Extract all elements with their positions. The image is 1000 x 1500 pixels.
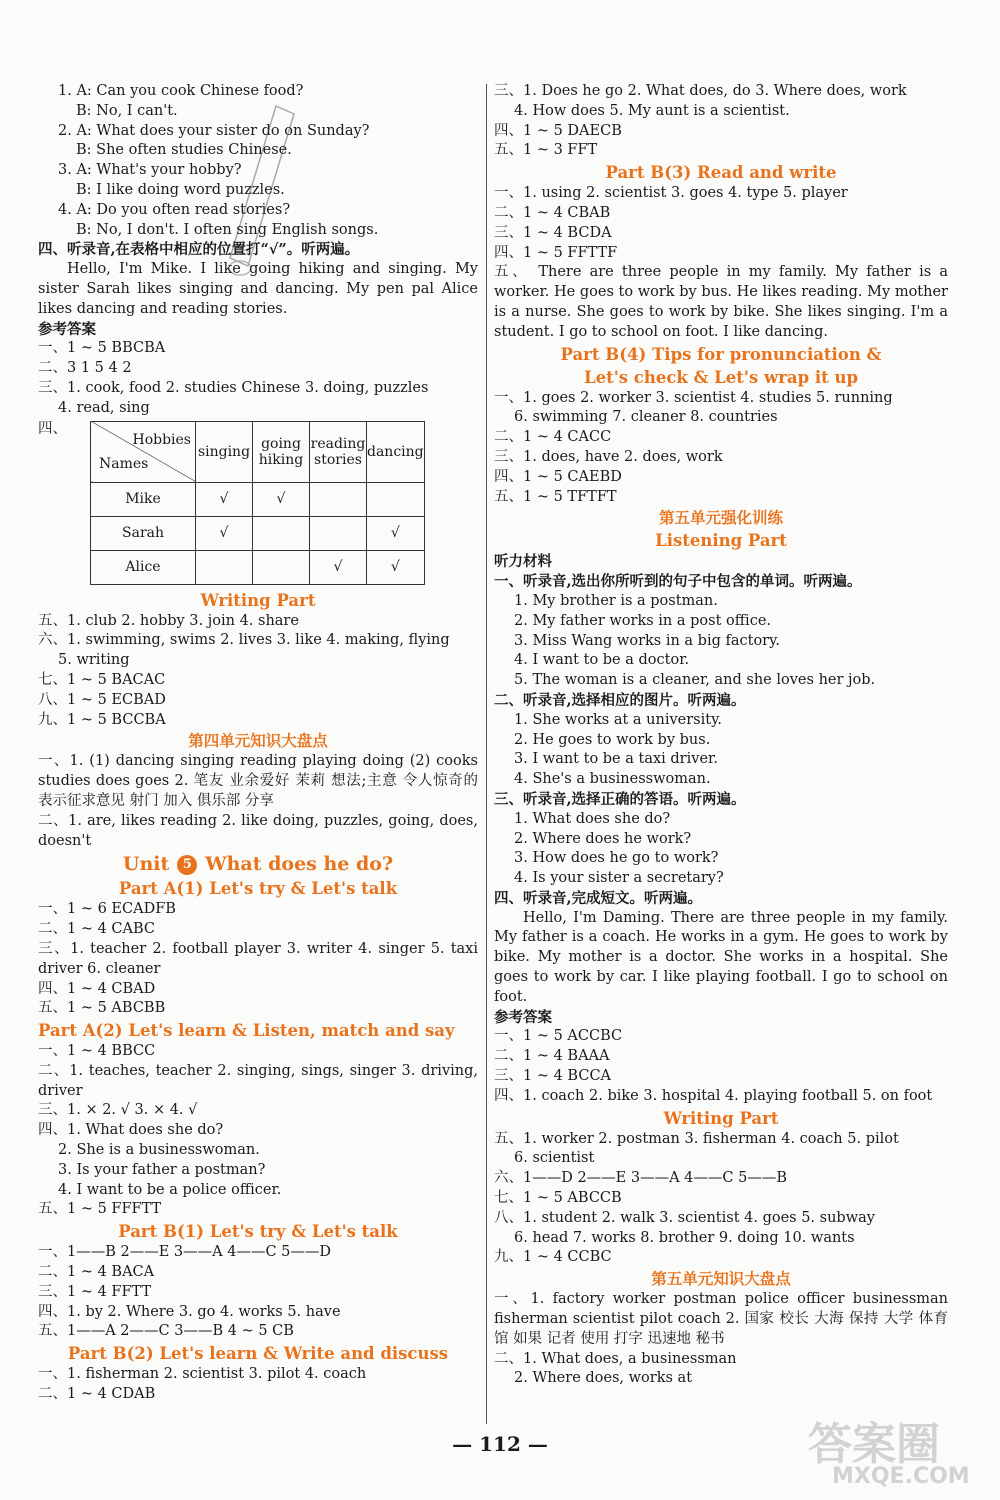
column-header: singing <box>196 421 253 482</box>
answer-line: 1. She works at a university. <box>514 711 722 728</box>
answer-line: 2. A: What does your sister do on Sunday? <box>58 122 370 139</box>
answer-line: 一、1. goes 2. worker 3. scientist 4. studies 5. running <box>494 389 893 406</box>
answer-line: 3. Miss Wang works in a big factory. <box>514 632 780 649</box>
column-divider <box>486 84 487 1424</box>
check-cell <box>196 550 253 584</box>
answer-line: 六、1. swimming, swims 2. lives 3. like 4. making, flying <box>38 632 450 649</box>
answer-line: 四、1 ~ 4 CBAD <box>38 980 156 997</box>
answer-line: B: She often studies Chinese. <box>76 142 292 159</box>
answer-line: 七、1 ~ 5 BACAC <box>38 671 166 688</box>
right-column <box>494 82 948 1389</box>
answer-line: 八、1. student 2. walk 3. scientist 4. goes 5. subway <box>494 1209 875 1226</box>
answer-line: 4. Is your sister a secretary? <box>514 870 724 887</box>
answer-line: 五、1 ~ 5 ABCBB <box>38 1000 166 1017</box>
column-header: dancing <box>367 421 425 482</box>
instruction-line: 一、听录音,选出你所听到的句子中包含的单词。听两遍。 <box>494 573 862 591</box>
answer-line: 一、1. (1) dancing singing reading playing doing (2) cooks studies does goes 2. 笔友 业余爱好 茉莉 想法;主意 令人惊奇的 表示征求意见 射门 加入 俱乐部 分享 <box>38 753 478 809</box>
corner-hobbies-label: Hobbies <box>132 431 191 448</box>
answer-line: 八、1 ~ 5 ECBAD <box>38 691 166 708</box>
section-heading: Writing Part <box>663 1108 779 1128</box>
section-heading: Listening Part <box>655 531 787 551</box>
column-header: going hiking <box>253 421 310 482</box>
site-watermark <box>798 1408 988 1494</box>
question-number: 四、 <box>38 420 67 437</box>
table-corner-cell <box>91 421 196 482</box>
answer-line: 6. scientist <box>514 1150 595 1167</box>
answer-line: 6. swimming 7. cleaner 8. countries <box>514 409 778 426</box>
answer-line: 6. head 7. works 8. brother 9. doing 10. wants <box>514 1229 855 1246</box>
check-cell <box>253 516 310 550</box>
instruction-line: 三、听录音,选择正确的答语。听两遍。 <box>494 790 746 808</box>
answer-line: 五、1 ~ 5 FFFTT <box>38 1201 162 1218</box>
answer-line: 3. Is your father a postman? <box>58 1161 266 1178</box>
answer-line: 一、1. factory worker postman police officer businessman fisherman scientist pilot coach 2. 国家 校长 大海 保持 大学 体育馆 如果 记者 使用 打字 迅速地 秘书 <box>494 1291 948 1347</box>
answer-line: 三、1 ~ 4 BCCA <box>494 1068 612 1085</box>
answer-line: 四、1 ~ 5 FFTTF <box>494 244 618 261</box>
answer-line: 二、1. What does, a businessman <box>494 1350 737 1367</box>
corner-names-label: Names <box>99 455 149 472</box>
answer-line: 二、1 ~ 4 CDAB <box>38 1386 156 1403</box>
check-cell <box>253 550 310 584</box>
answer-line: 二、1 ~ 4 CABC <box>38 921 156 938</box>
answer-line: 2. My father works in a post office. <box>514 612 772 629</box>
unit-heading <box>38 851 478 877</box>
instruction-line: 参考答案 <box>494 1008 552 1026</box>
unit-number-badge: 5 <box>177 855 197 875</box>
answer-line: 5. writing <box>58 652 130 669</box>
hobby-table-block <box>38 419 478 589</box>
answer-line: 二、1. are, likes reading 2. like doing, puzzles, going, does, doesn't <box>38 812 478 849</box>
table-row <box>91 516 425 550</box>
answer-line: 4. She's a businesswoman. <box>514 771 711 788</box>
section-heading: Part B(3) Read and write <box>605 163 837 183</box>
watermark-logo-text: 答案圈 <box>808 1419 940 1470</box>
answer-line: 2. He goes to work by bus. <box>514 731 711 748</box>
answer-line: 一、1. fisherman 2. scientist 3. pilot 4. coach <box>38 1366 367 1383</box>
answer-line: 二、3 1 5 4 2 <box>38 360 132 377</box>
answer-line: 一、1 ~ 6 ECADFB <box>38 901 176 918</box>
answer-line: 三、1 ~ 4 FFTT <box>38 1283 152 1300</box>
row-name-cell: Mike <box>91 482 196 516</box>
answer-line: 二、1 ~ 4 CACC <box>494 429 612 446</box>
table-row <box>91 550 425 584</box>
instruction-line: 二、听录音,选择相应的图片。听两遍。 <box>494 691 746 709</box>
answer-line: 六、1——D 2——E 3——A 4——C 5——B <box>494 1170 787 1187</box>
table-row <box>91 482 425 516</box>
check-cell: √ <box>367 516 425 550</box>
section-heading-cn: 第四单元知识大盘点 <box>188 732 328 751</box>
section-heading: Part B(4) Tips for pronunciation & <box>560 344 882 364</box>
answer-line: 4. A: Do you often read stories? <box>58 201 291 218</box>
column-header: reading stories <box>310 421 367 482</box>
answer-line: 3. A: What's your hobby? <box>58 162 242 179</box>
answer-line: 九、1 ~ 4 CCBC <box>494 1249 612 1266</box>
section-heading: Let's check & Let's wrap it up <box>583 367 859 387</box>
answer-line: 五、 There are three people in my family. My father is a worker. He goes to work by bus. He likes reading. My mother is a nurse. She goes to work by bike. She likes singing. I'm a student. I go to school on foot. I like dancing. <box>494 264 948 340</box>
answer-line: 二、1 ~ 4 BACA <box>38 1264 155 1281</box>
answer-line: 二、1. teaches, teacher 2. singing, sings, singer 3. driving, driver <box>38 1062 478 1099</box>
answer-line: 一、1 ~ 5 BBCBA <box>38 340 166 357</box>
instruction-line: 四、听录音,在表格中相应的位置打“√”。听两遍。 <box>38 241 360 259</box>
answer-line: 三、1. Does he go 2. What does, do 3. Where does, work <box>494 83 907 99</box>
section-heading-cn: 第五单元知识大盘点 <box>651 1270 791 1289</box>
answer-line: 九、1 ~ 5 BCCBA <box>38 711 166 728</box>
answer-line: 一、1. using 2. scientist 3. goes 4. type 5. player <box>494 185 848 202</box>
pen-stamp-mark <box>218 96 298 286</box>
check-cell <box>367 482 425 516</box>
instruction-line: 听力材料 <box>494 553 552 571</box>
answer-line: 三、1. teacher 2. football player 3. writer 4. singer 5. taxi driver 6. cleaner <box>38 940 478 977</box>
section-heading: Part A(1) Let's try & Let's talk <box>118 879 398 899</box>
answer-line: B: No, I can't. <box>76 102 178 119</box>
section-heading: Part A(2) Let's learn & Listen, match and say <box>38 1021 455 1041</box>
answer-line: 一、1 ~ 5 ACCBC <box>494 1028 623 1045</box>
answer-line: 四、1. coach 2. bike 3. hospital 4. playing football 5. on foot <box>494 1087 933 1104</box>
answer-line: 五、1 ~ 3 FFT <box>494 142 598 159</box>
answer-line: 三、1. does, have 2. does, work <box>494 448 723 465</box>
check-cell: √ <box>196 516 253 550</box>
watermark-url: MXQE.COM <box>832 1464 970 1489</box>
answer-line: 2. She is a businesswoman. <box>58 1142 260 1159</box>
answer-line: 五、1. worker 2. postman 3. fisherman 4. coach 5. pilot <box>494 1130 899 1147</box>
answer-line: 三、1 ~ 4 BCDA <box>494 224 612 241</box>
answer-line: 五、1. club 2. hobby 3. join 4. share <box>38 612 299 629</box>
table-header-row <box>91 421 425 482</box>
answer-line: 五、1 ~ 5 TFTFT <box>494 488 617 505</box>
check-cell <box>310 482 367 516</box>
section-heading: Writing Part <box>200 590 316 610</box>
check-cell: √ <box>367 550 425 584</box>
listening-paragraph: Hello, I'm Mike. I like going hiking and singing. My sister Sarah likes singing and dancing. My pen pal Alice likes dancing and reading stories. <box>38 261 478 317</box>
answer-line: 四、1. What does she do? <box>38 1122 224 1139</box>
row-name-cell: Alice <box>91 550 196 584</box>
answer-line: 三、1. × 2. √ 3. × 4. √ <box>38 1102 198 1119</box>
answer-line: 四、1. by 2. Where 3. go 4. works 5. have <box>38 1303 341 1320</box>
answer-line: 4. How does 5. My aunt is a scientist. <box>514 102 790 119</box>
answer-line: 4. read, sing <box>58 399 150 416</box>
answer-line: 一、1——B 2——E 3——A 4——C 5——D <box>38 1244 331 1261</box>
section-heading-cn: 第五单元强化训练 <box>658 509 783 528</box>
answer-line: B: No, I don't. I often sing English songs. <box>76 221 379 238</box>
answer-line: 5. The woman is a cleaner, and she loves her job. <box>514 672 876 689</box>
answer-line: 七、1 ~ 5 ABCCB <box>494 1190 622 1207</box>
answer-line: 1. My brother is a postman. <box>514 592 718 609</box>
answer-line: B: I like doing word puzzles. <box>76 181 285 198</box>
answer-line: 4. I want to be a doctor. <box>514 652 690 669</box>
page-number: — 112 — <box>452 1432 548 1456</box>
row-name-cell: Sarah <box>91 516 196 550</box>
answer-line: 4. I want to be a police officer. <box>58 1181 282 1198</box>
answer-line: 2. Where does, works at <box>514 1370 693 1387</box>
listening-paragraph: Hello, I'm Daming. There are three people in my family. My father is a coach. He works in a gym. He goes to work by bike. My mother is a doctor. She works in a hospital. She goes to work by car. I like playing football. I go to school on foot. <box>494 909 948 1005</box>
unit-label: Unit <box>122 853 170 876</box>
answer-line: 1. A: Can you cook Chinese food? <box>58 83 304 99</box>
instruction-line: 参考答案 <box>38 320 96 338</box>
answer-line: 二、1 ~ 4 CBAB <box>494 204 611 221</box>
hobby-table <box>90 421 425 585</box>
check-cell: √ <box>196 482 253 516</box>
check-cell: √ <box>253 482 310 516</box>
answer-line: 3. How does he go to work? <box>514 850 719 867</box>
section-heading: Part B(2) Let's learn & Write and discuss <box>67 1344 449 1364</box>
unit-title: What does he do? <box>205 853 394 876</box>
answer-line: 3. I want to be a taxi driver. <box>514 751 718 768</box>
check-cell: √ <box>310 550 367 584</box>
answer-line: 五、1——A 2——C 3——B 4 ~ 5 CB <box>38 1323 294 1340</box>
answer-line: 四、1 ~ 5 DAECB <box>494 122 622 139</box>
instruction-line: 四、听录音,完成短文。听两遍。 <box>494 889 703 907</box>
section-heading: Part B(1) Let's try & Let's talk <box>118 1222 398 1242</box>
answer-line: 四、1 ~ 5 CAEBD <box>494 468 622 485</box>
answer-line: 2. Where does he work? <box>514 830 692 847</box>
answer-line: 1. What does she do? <box>514 810 671 827</box>
answer-line: 一、1 ~ 4 BBCC <box>38 1043 156 1060</box>
answer-line: 三、1. cook, food 2. studies Chinese 3. doing, puzzles <box>38 379 429 396</box>
check-cell <box>310 516 367 550</box>
answer-line: 二、1 ~ 4 BAAA <box>494 1048 610 1065</box>
